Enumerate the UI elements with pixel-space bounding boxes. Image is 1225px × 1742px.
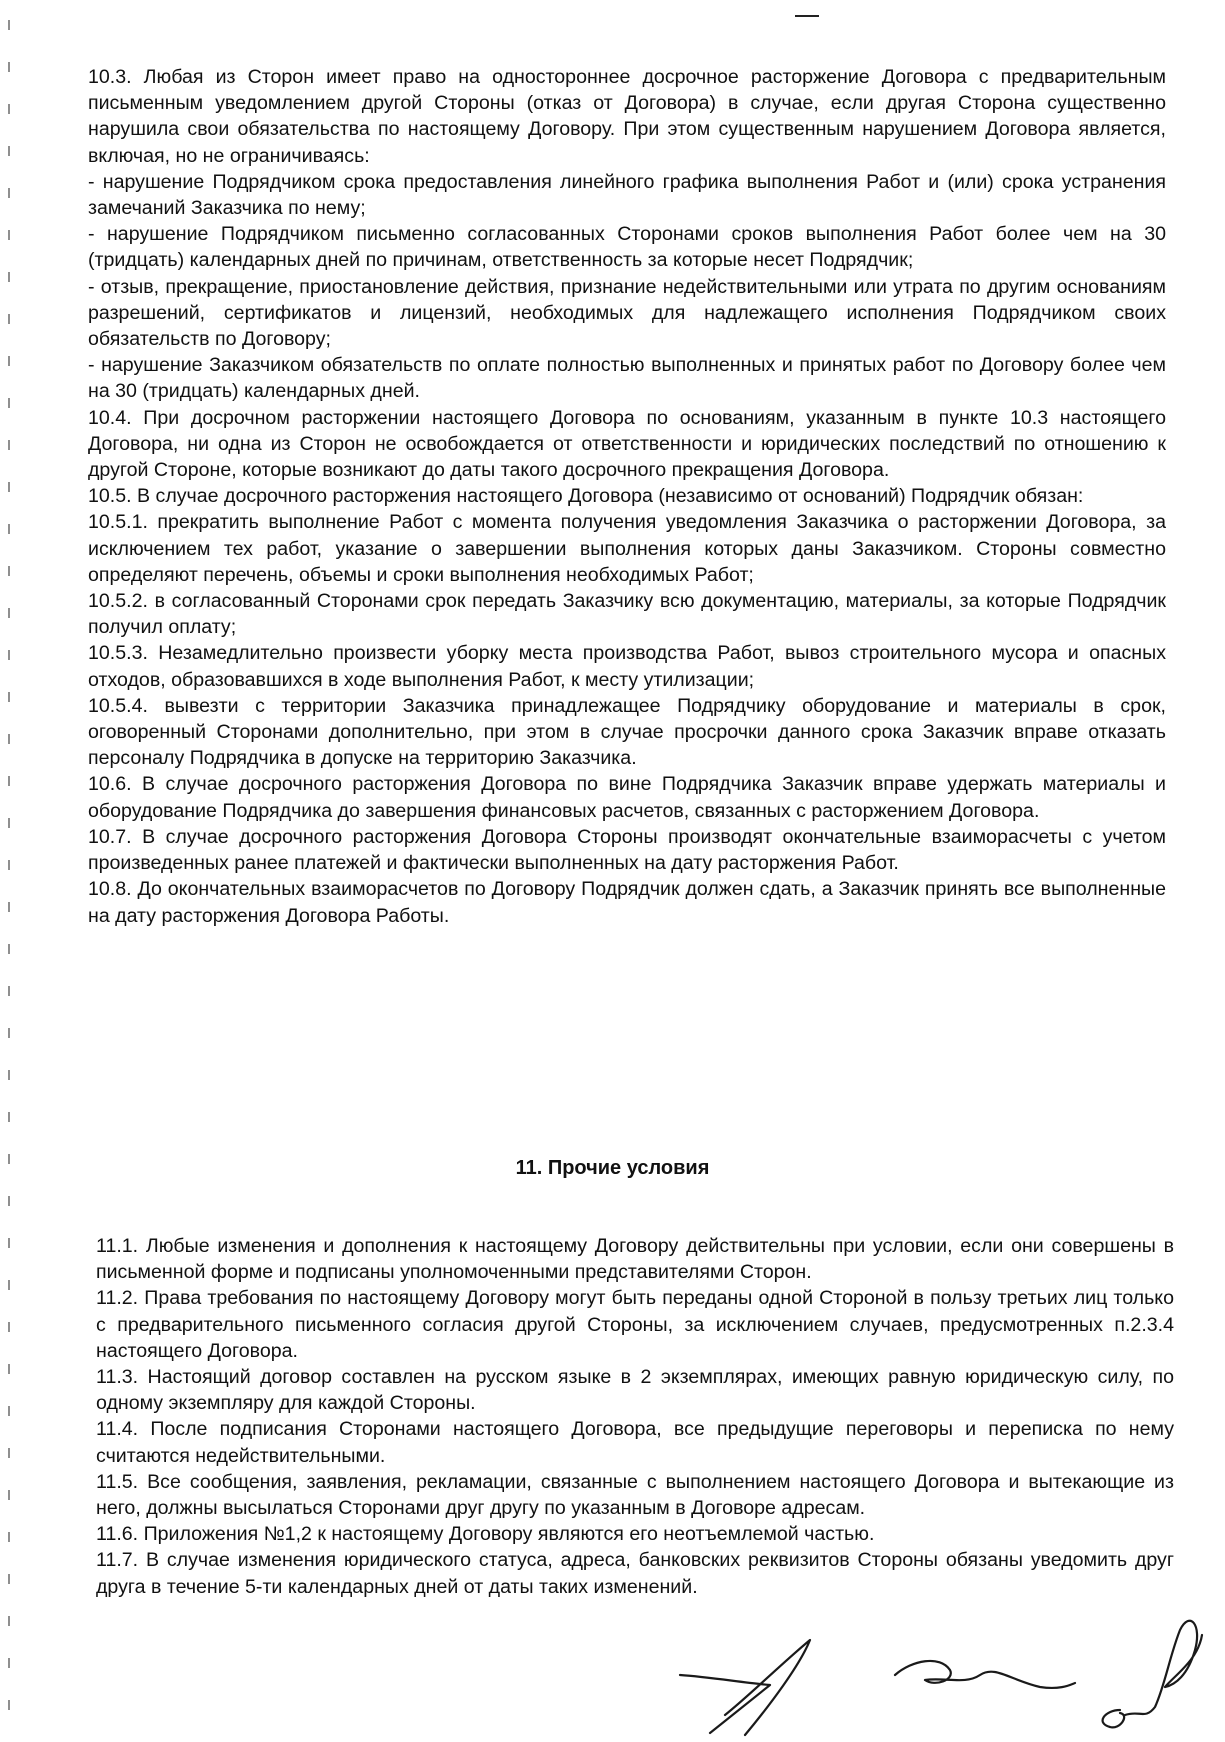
paragraph-10-7: 10.7. В случае досрочного расторжения Договора Стороны производят окончательные взаиморасчеты с учетом произведенных ранее платежей и фактически выполненных на дату расторжения Работ.	[88, 825, 1166, 875]
paragraph-10-5: 10.5. В случае досрочного расторжения настоящего Договора (независимо от оснований) Подрядчик обязан:	[88, 485, 1084, 508]
paragraph-10-6: 10.6. В случае досрочного расторжения Договора по вине Подрядчика Заказчик вправе удержать материалы и оборудование Подрядчика до завершения финансовых расчетов, связанных с расторжением Договора.	[88, 773, 1166, 822]
signature-3	[1103, 1621, 1202, 1728]
paragraph-10-3-item-1: - нарушение Подрядчиком срока предоставления линейного графика выполнения Работ и (или) срока устранения замечаний Заказчика по нему;	[88, 170, 1166, 220]
paragraph-11-2: 11.2. Права требования по настоящему Договору могут быть переданы одной Стороной в пользу третьих лиц только с предварительного письменного согласия другой Стороны, за исключением случаев, предусмотренных п.2.3.4 настоящего Договора.	[96, 1287, 1174, 1362]
paragraph-10-3: 10.3. Любая из Сторон имеет право на одностороннее досрочное расторжение Договора с предварительным письменным уведомлением другой Стороны (отказ от Договора) в случае, если другая Сторона существенно нарушила свои обязательства по настоящему Договору. При этом существенным нарушением Договора является, включая, но не ограничиваясь:	[88, 66, 1166, 167]
paragraph-10-3-item-4: - нарушение Заказчиком обязательств по оплате полностью выполненных и принятых работ по Договору более чем на 30 (тридцать) календарных дней.	[88, 354, 1166, 403]
paragraph-10-3-item-3: - отзыв, прекращение, приостановление действия, признание недействительными или утрата по другим основаниям разрешений, сертификатов и лицензий, необходимых для надлежащего исполнения Подрядчиком своих обязательств по Договору;	[88, 275, 1166, 351]
paragraph-11-1: 11.1. Любые изменения и дополнения к настоящему Договору действительны при условии, если они совершены в письменной форме и подписаны уполномоченными представителями Сторон.	[96, 1235, 1174, 1284]
paragraph-11-6: 11.6. Приложения №1,2 к настоящему Договору являются его неотъемлемой частью.	[96, 1523, 875, 1546]
paragraph-11-3: 11.3. Настоящий договор составлен на русском языке в 2 экземплярах, имеющих равную юридическую силу, по одному экземпляру для каждой Стороны.	[96, 1366, 1174, 1415]
section-11-heading: 11. Прочие условия	[515, 1157, 710, 1179]
scan-mark	[795, 15, 819, 17]
paragraph-10-5-3: 10.5.3. Незамедлительно произвести уборку места производства Работ, вывоз строительного мусора и опасных отходов, образовавшихся в ходе выполнения Работ, к месту утилизации;	[88, 642, 1166, 691]
paragraph-10-5-2: 10.5.2. в согласованный Сторонами срок передать Заказчику всю документацию, материалы, за которые Подрядчик получил оплату;	[88, 590, 1166, 639]
signature-2	[895, 1661, 1075, 1688]
section-10-body	[88, 64, 1166, 929]
handwritten-signatures	[650, 1615, 1210, 1740]
paragraph-11-4: 11.4. После подписания Сторонами настоящего Договора, все предыдущие переговоры и переписка по нему считаются недействительными.	[96, 1418, 1174, 1467]
paragraph-10-3-item-2: - нарушение Подрядчиком письменно согласованных Сторонами сроков выполнения Работ более чем на 30 (тридцать) календарных дней по причинам, ответственность за которые несет Подрядчик;	[88, 223, 1166, 272]
signature-1	[680, 1640, 810, 1735]
paragraph-10-5-4: 10.5.4. вывезти с территории Заказчика принадлежащее Подрядчику оборудование и материалы в срок, оговоренный Сторонами дополнительно, при этом в случае просрочки данного срока Заказчик вправе отказать персоналу Подрядчика в допуске на территорию Заказчика.	[88, 694, 1166, 770]
section-11-body	[96, 1233, 1174, 1600]
paragraph-11-5: 11.5. Все сообщения, заявления, рекламации, связанные с выполнением настоящего Договора и вытекающие из него, должны высылаться Сторонами друг другу по указанным в Договоре адресам.	[96, 1470, 1174, 1520]
scan-edge	[8, 20, 10, 1720]
paragraph-10-5-1: 10.5.1. прекратить выполнение Работ с момента получения уведомления Заказчика о расторжении Договора, за исключением тех работ, указание о завершении выполнения которых даны Заказчиком. Стороны совместно определяют перечень, объемы и сроки выполнения необходимых Работ;	[88, 511, 1166, 586]
paragraph-10-4: 10.4. При досрочном расторжении настоящего Договора по основаниям, указанным в пункте 10.3 настоящего Договора, ни одна из Сторон не освобождается от ответственности и юридических последствий по отношению к другой Стороне, которые возникают до даты такого досрочного прекращения Договора.	[88, 406, 1166, 482]
paragraph-10-8: 10.8. До окончательных взаиморасчетов по Договору Подрядчик должен сдать, а Заказчик принять все выполненные на дату расторжения Договора Работы.	[88, 878, 1166, 927]
paragraph-11-7: 11.7. В случае изменения юридического статуса, адреса, банковских реквизитов Стороны обязаны уведомить друг друга в течение 5-ти календарных дней от даты таких изменений.	[96, 1549, 1174, 1598]
